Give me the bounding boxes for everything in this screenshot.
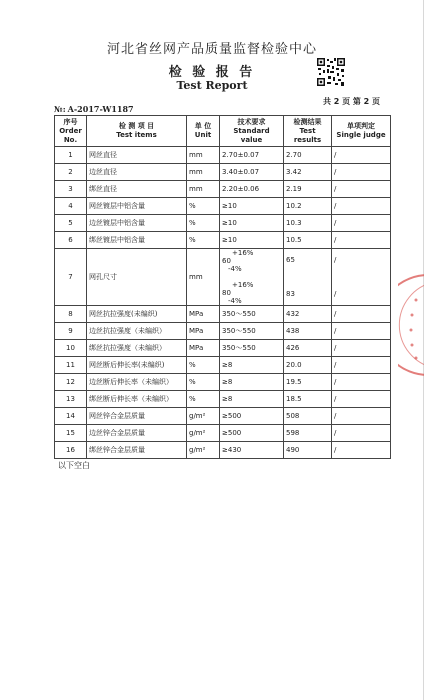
text-span: Order No. <box>59 126 82 144</box>
table-cell: 508 <box>284 408 332 425</box>
table-cell: 15 <box>55 425 87 442</box>
table-cell: / <box>332 181 391 198</box>
table-cell: / <box>332 232 391 249</box>
table-row <box>55 215 391 232</box>
table-row <box>55 374 391 391</box>
table-cell: 432 <box>284 306 332 323</box>
qr-code-icon <box>316 57 346 87</box>
table-cell: 绑丝镀层中铝含量 <box>87 232 187 249</box>
table-row <box>55 340 391 357</box>
mesh-judge-cell <box>332 249 391 306</box>
col-standard-value <box>220 116 284 147</box>
table-cell: / <box>332 340 391 357</box>
table-row <box>55 164 391 181</box>
table-cell: ≥10 <box>220 198 284 215</box>
table-cell: 网丝抗拉强度(未编织) <box>87 306 187 323</box>
table-cell: MPa <box>187 306 220 323</box>
text-span: 65 <box>286 256 295 264</box>
text-span: 60 <box>222 257 231 265</box>
table-row <box>55 442 391 459</box>
table-cell: % <box>187 391 220 408</box>
table-cell: 网丝断后伸长率(未编织) <box>87 357 187 374</box>
table-cell: 7 <box>55 249 87 306</box>
table-header-row <box>55 116 391 147</box>
table-cell: 10 <box>55 340 87 357</box>
text-span: 序号 <box>63 117 78 126</box>
table-cell: 边丝锌合金层质量 <box>87 425 187 442</box>
table-cell: 350～550 <box>220 323 284 340</box>
table-cell: % <box>187 198 220 215</box>
text-span: +16% <box>232 249 254 257</box>
table-cell: ≥8 <box>220 357 284 374</box>
page-info: 共 2 页 第 2 页 <box>322 97 380 106</box>
text-span: 技术要求 <box>237 117 266 126</box>
table-cell: 350～550 <box>220 340 284 357</box>
table-cell: 16 <box>55 442 87 459</box>
table-cell: ≥500 <box>220 408 284 425</box>
table-cell: / <box>332 374 391 391</box>
text-span: Test results <box>293 126 322 144</box>
text-span: Test items <box>116 131 157 139</box>
table-cell: 2.19 <box>284 181 332 198</box>
table-cell: 1 <box>55 147 87 164</box>
text-span: 检测结果 <box>293 117 322 126</box>
doc-title-en: Test Report <box>176 79 248 92</box>
table-cell: 10.5 <box>284 232 332 249</box>
table-cell: 12 <box>55 374 87 391</box>
table-cell: 18.5 <box>284 391 332 408</box>
table-cell: 2 <box>55 164 87 181</box>
table-cell: 598 <box>284 425 332 442</box>
table-cell: 边丝断后伸长率（未编织） <box>87 374 187 391</box>
table-cell: 网丝镀层中铝含量 <box>87 198 187 215</box>
table-cell: 绑丝直径 <box>87 181 187 198</box>
table-cell: 3.40±0.07 <box>220 164 284 181</box>
table-cell: g/m² <box>187 425 220 442</box>
table-cell: 绑丝抗拉强度（未编织） <box>87 340 187 357</box>
table-row <box>55 425 391 442</box>
text-span: -4% <box>228 297 242 305</box>
table-cell: 426 <box>284 340 332 357</box>
table-cell: / <box>332 425 391 442</box>
table-cell: / <box>332 164 391 181</box>
table-row <box>55 391 391 408</box>
table-cell: / <box>332 147 391 164</box>
text-span: / <box>334 256 337 264</box>
results-table <box>54 115 391 459</box>
table-cell: mm <box>187 164 220 181</box>
table-cell: / <box>332 323 391 340</box>
table-cell: g/m² <box>187 408 220 425</box>
text-span: 单项判定 <box>347 122 375 130</box>
table-cell: / <box>332 408 391 425</box>
text-span: 80 <box>222 289 231 297</box>
report-no-value: A-2017-W1187 <box>67 104 134 114</box>
table-cell: 6 <box>55 232 87 249</box>
table-cell: 边丝抗拉强度（未编织） <box>87 323 187 340</box>
text-span: 单 位 <box>194 122 212 130</box>
table-cell: MPa <box>187 323 220 340</box>
table-cell: mm <box>187 249 220 306</box>
table-row-mesh-size <box>55 249 391 306</box>
col-unit <box>187 116 220 147</box>
table-cell: 19.5 <box>284 374 332 391</box>
table-cell: % <box>187 374 220 391</box>
table-cell: 4 <box>55 198 87 215</box>
table-cell: 5 <box>55 215 87 232</box>
text-span: 83 <box>286 290 295 298</box>
table-cell: 绑丝锌合金层质量 <box>87 442 187 459</box>
table-cell: / <box>332 391 391 408</box>
table-cell: ≥10 <box>220 232 284 249</box>
table-cell: 20.0 <box>284 357 332 374</box>
table-row <box>55 198 391 215</box>
col-order-no <box>55 116 87 147</box>
table-cell: mm <box>187 147 220 164</box>
table-cell: / <box>332 215 391 232</box>
table-cell: ≥430 <box>220 442 284 459</box>
text-span <box>222 273 281 281</box>
table-cell: 350～550 <box>220 306 284 323</box>
table-cell: ≥10 <box>220 215 284 232</box>
table-cell: mm <box>187 181 220 198</box>
table-cell: g/m² <box>187 442 220 459</box>
table-cell: 438 <box>284 323 332 340</box>
end-note: 以下空白 <box>58 461 90 470</box>
table-cell: 9 <box>55 323 87 340</box>
table-cell: MPa <box>187 340 220 357</box>
table-cell: 网丝锌合金层质量 <box>87 408 187 425</box>
report-number <box>54 104 134 114</box>
seal-stamp-icon <box>398 270 424 380</box>
text-span: 检 测 项 目 <box>118 122 155 130</box>
org-name: 河北省丝网产品质量监督检验中心 <box>106 42 317 57</box>
table-cell: 边丝镀层中铝含量 <box>87 215 187 232</box>
table-cell: ≥8 <box>220 374 284 391</box>
text-span: / <box>334 290 337 298</box>
table-cell: 网丝直径 <box>87 147 187 164</box>
table-cell: 网孔尺寸 <box>87 249 187 306</box>
table-row <box>55 147 391 164</box>
text-span: +16% <box>232 281 254 289</box>
table-row <box>55 323 391 340</box>
table-cell: 3.42 <box>284 164 332 181</box>
table-cell: 14 <box>55 408 87 425</box>
col-test-items <box>87 116 187 147</box>
mesh-standard-cell <box>220 249 284 306</box>
table-cell: 490 <box>284 442 332 459</box>
table-cell: 11 <box>55 357 87 374</box>
table-cell: 边丝直径 <box>87 164 187 181</box>
text-span: Single judge <box>336 131 386 139</box>
table-cell: 10.3 <box>284 215 332 232</box>
table-cell: 绑丝断后伸长率（未编织） <box>87 391 187 408</box>
table-cell: 10.2 <box>284 198 332 215</box>
text-span: Unit <box>194 131 212 139</box>
col-test-results <box>284 116 332 147</box>
text-span: Standard value <box>233 126 270 144</box>
table-cell: 3 <box>55 181 87 198</box>
mesh-result-cell <box>284 249 332 306</box>
table-cell: 2.70±0.07 <box>220 147 284 164</box>
table-cell: 2.70 <box>284 147 332 164</box>
text-span: -4% <box>228 265 242 273</box>
table-row <box>55 408 391 425</box>
table-cell: / <box>332 198 391 215</box>
table-cell: 13 <box>55 391 87 408</box>
doc-title-cn: 检 验 报 告 <box>168 65 256 80</box>
table-row <box>55 306 391 323</box>
col-single-judge <box>332 116 391 147</box>
table-cell: % <box>187 215 220 232</box>
table-cell: 2.20±0.06 <box>220 181 284 198</box>
table-cell: / <box>332 357 391 374</box>
table-cell: 8 <box>55 306 87 323</box>
table-cell: / <box>332 442 391 459</box>
table-cell: % <box>187 232 220 249</box>
table-cell: ≥500 <box>220 425 284 442</box>
report-no-label: №: <box>54 104 66 114</box>
table-row <box>55 181 391 198</box>
table-cell: / <box>332 306 391 323</box>
table-row <box>55 357 391 374</box>
table-cell: % <box>187 357 220 374</box>
table-row <box>55 232 391 249</box>
table-cell: ≥8 <box>220 391 284 408</box>
